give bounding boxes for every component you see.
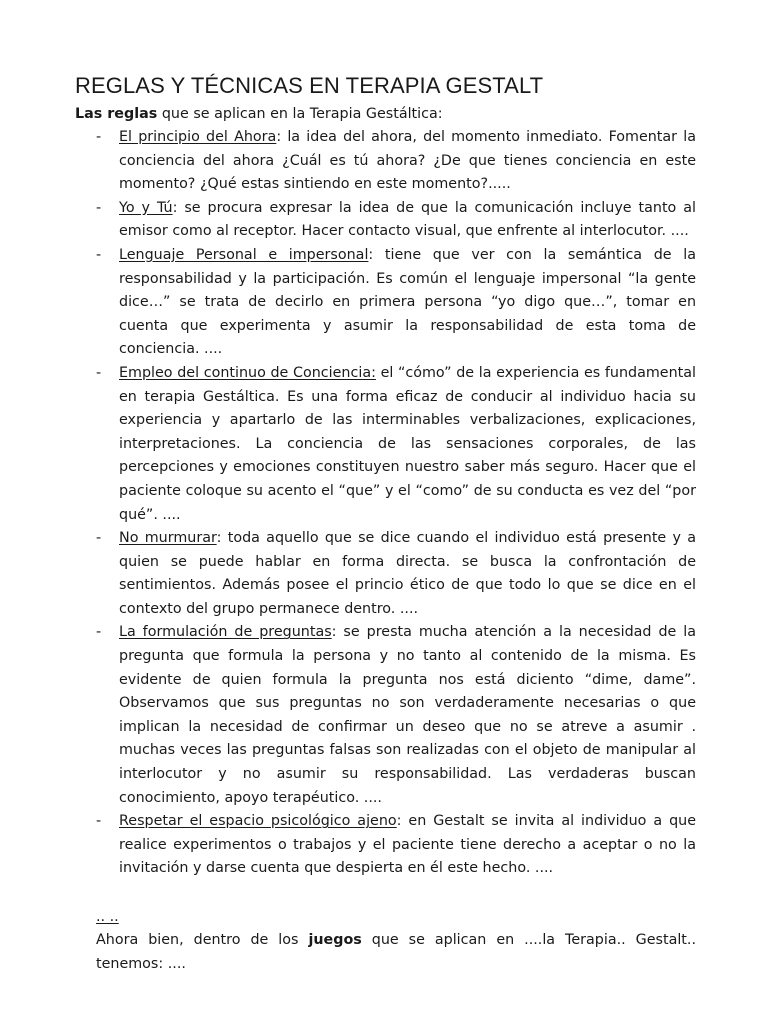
bullet-dash: - xyxy=(96,530,102,547)
intro-paragraph xyxy=(75,103,695,127)
rule-text: : se presta mucha atención a la necesidad de la pregunta que formula la persona y no tanto al contenido de la misma. Es evidente de quien formula la pregunta nos está diciento “dime, dame”. Observamos que sus preguntas no son verdaderamente necesarias o que implican la necesidad de confirmar un deseo que no se atreve a asumir . muchas veces las preguntas falsas son realizadas con el objeto de manipular al interlocutor y no asumir su responsabilidad. Las verdaderas buscan conocimiento, apoyo terapéutico. .... xyxy=(119,624,696,806)
closing-text-start: Ahora bien, dentro de los xyxy=(96,932,309,948)
rule-term: El principio del Ahora xyxy=(119,129,277,145)
rule-item-preguntas xyxy=(96,621,696,810)
closing-text-end: que se aplican en ....la Terapia.. Gestalt.. tenemos: .... xyxy=(96,932,696,972)
rule-item-ahora xyxy=(96,126,696,197)
bullet-dash: - xyxy=(96,199,102,216)
closing-paragraph xyxy=(96,929,696,976)
bullet-dash: - xyxy=(96,364,102,381)
rule-term: La formulación de preguntas xyxy=(119,624,332,641)
intro-text: que se aplican en la Terapia Gestáltica: xyxy=(157,106,443,122)
rule-text: : tiene que ver con la semántica de la responsabilidad y la participación. Es común el lenguaje impersonal “la gente dice…” se trata de decirlo en primera persona “yo digo que…”, tomar en cuenta que experimenta y asumir la responsabilidad de esta toma de conciencia. .... xyxy=(119,246,696,358)
rule-item-espacio-psicologico xyxy=(96,810,696,881)
rule-term: Respetar el espacio psicológico ajeno xyxy=(119,813,397,830)
rule-item-yo-y-tu xyxy=(96,197,696,244)
rule-term: Empleo del continuo de Conciencia: xyxy=(119,364,376,381)
rule-text: : toda aquello que se dice cuando el individuo está presente y a quien se puede hablar en forma directa. se busca la confrontación de sentimientos. Además posee el princio ético de que todo lo que se dice en el contexto del grupo permanece dentro. .... xyxy=(119,530,697,617)
rule-term: No murmurar xyxy=(119,530,217,547)
rule-text: el “cómo” de la experiencia es fundamental en terapia Gestáltica. Es una forma eficaz de conducir al individuo hacia su experiencia y apartarlo de las interminables verbalizaciones, explicaciones, interpretaciones. La conciencia de las sensaciones corporales, de las percepciones y emociones constituyen nuestro saber más seguro. Hacer que el paciente coloque su acento el “que” y el “como” de su conducta es vez del “por qué”. .... xyxy=(119,364,696,523)
rule-text: : la idea del ahora, del momento inmediato. Fomentar la conciencia del ahora ¿Cuál es tú ahora? ¿De que tienes conciencia en este momento? ¿Qué estas sintiendo en este momento?..... xyxy=(119,129,696,193)
page-title: REGLAS Y TÉCNICAS EN TERAPIA GESTALT xyxy=(75,73,544,98)
rule-text: : se procura expresar la idea de que la comunicación incluye tanto al emisor como al receptor. Hacer contacto visual, que enfrente al interlocutor. .... xyxy=(119,199,696,240)
ellipsis-line: .. .. xyxy=(96,909,119,925)
bullet-dash: - xyxy=(96,624,102,641)
intro-bold-text: Las reglas xyxy=(75,106,158,122)
closing-bold-text: juegos xyxy=(308,932,362,948)
rule-text: : en Gestalt se invita al individuo a que realice experimentos o trabajos y el paciente tiene derecho a aceptar o no la invitación y darse cuenta que despierta en él este hecho. .... xyxy=(119,813,697,877)
bullet-dash: - xyxy=(96,129,102,145)
rule-item-lenguaje xyxy=(96,244,696,362)
rule-item-continuo-conciencia xyxy=(96,362,696,527)
rules-list xyxy=(96,126,696,881)
rule-term: Lenguaje Personal e impersonal xyxy=(119,246,369,263)
bullet-dash: - xyxy=(96,246,102,263)
rule-term: Yo y Tú xyxy=(119,199,173,216)
rule-item-no-murmurar xyxy=(96,527,696,621)
bullet-dash: - xyxy=(96,813,102,830)
